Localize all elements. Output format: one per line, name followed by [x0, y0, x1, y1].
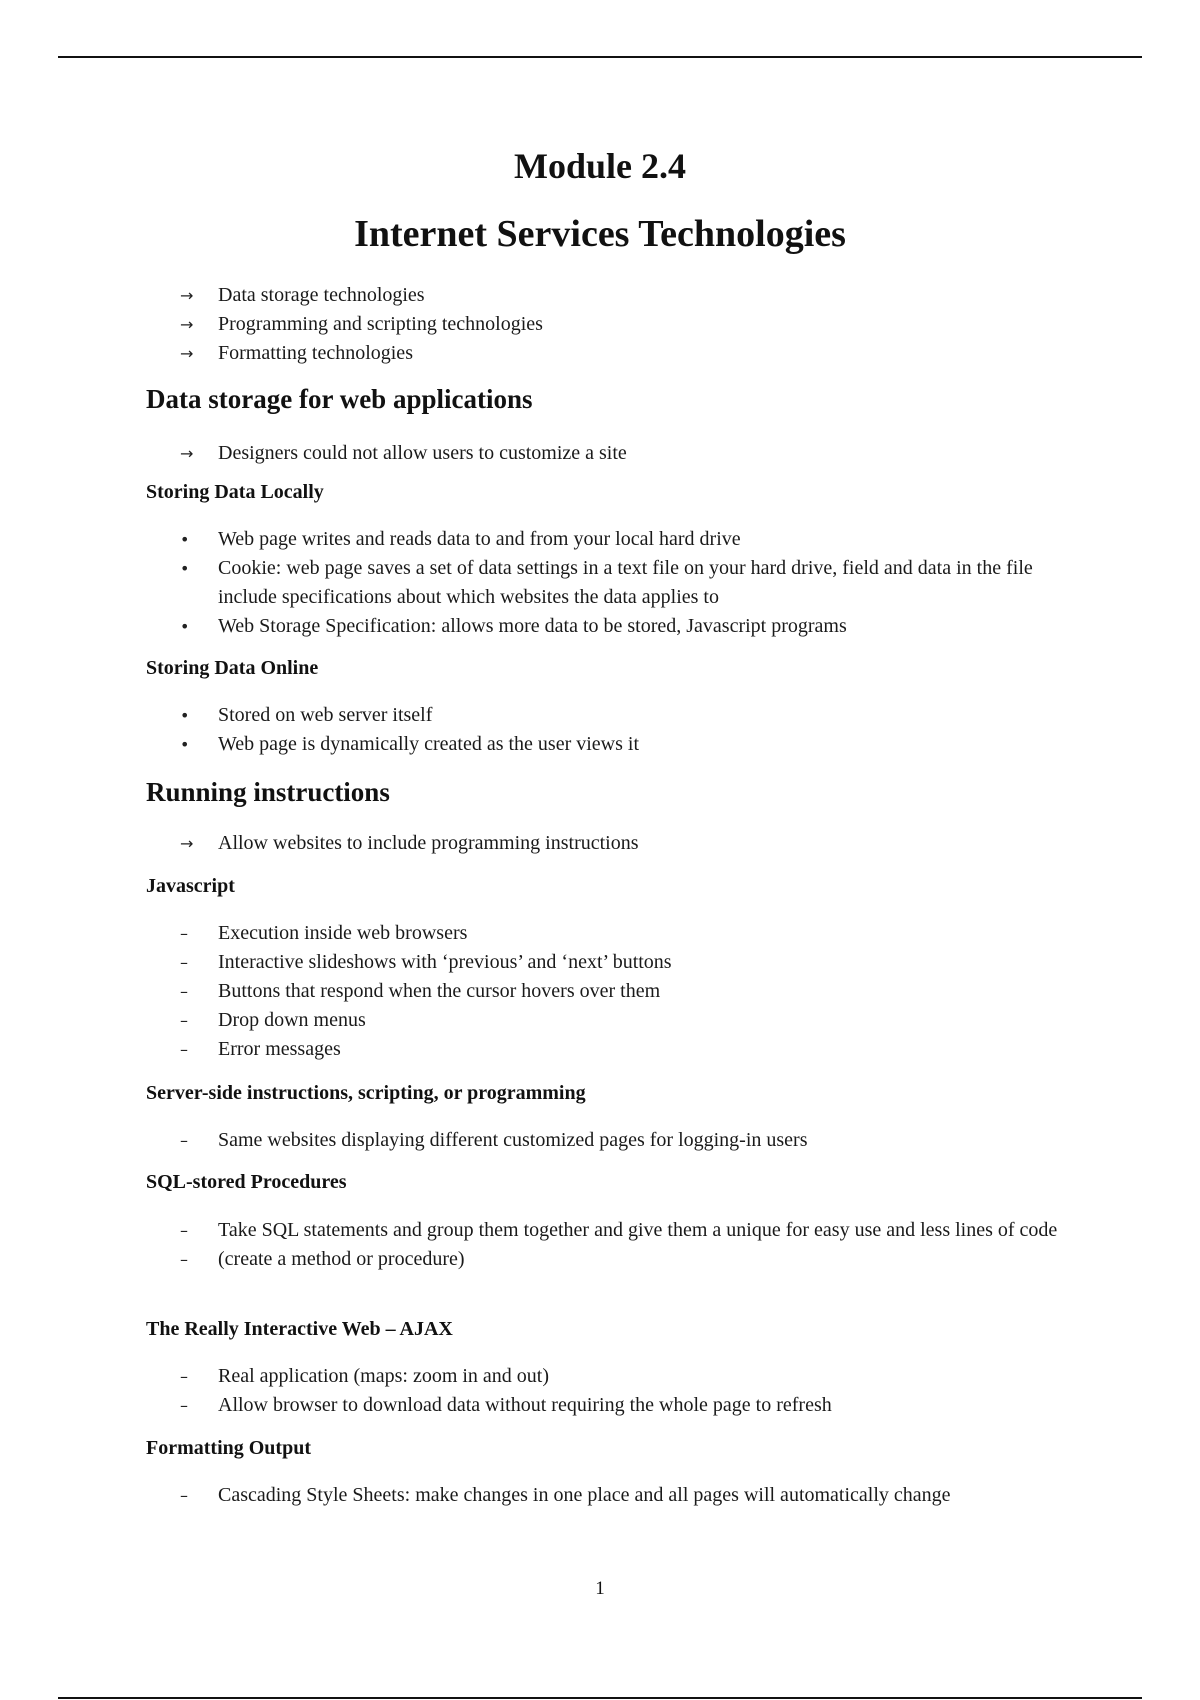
dash-icon: –	[180, 924, 188, 943]
list-item: → Formatting technologies	[146, 339, 1066, 368]
subheading-storing-online: Storing Data Online	[146, 657, 319, 679]
dash-icon: –	[180, 1040, 188, 1059]
sql-list	[146, 1216, 1066, 1274]
dash-icon: –	[180, 1367, 188, 1386]
subheading-ajax: The Really Interactive Web – AJAX	[146, 1318, 453, 1340]
list-item: – (create a method or procedure)	[146, 1245, 1066, 1274]
list-item: → Allow websites to include programming instructions	[146, 829, 1066, 858]
dash-icon: –	[180, 1250, 188, 1269]
dash-icon: –	[180, 953, 188, 972]
list-item: → Programming and scripting technologies	[146, 310, 1066, 339]
subheading-server-side: Server-side instructions, scripting, or programming	[146, 1082, 586, 1104]
dash-icon: –	[180, 1396, 188, 1415]
list-item: → Designers could not allow users to customize a site	[146, 439, 1066, 468]
subheading-storing-locally: Storing Data Locally	[146, 481, 324, 503]
arrow-icon: →	[180, 286, 194, 305]
storing-online-list	[146, 701, 1066, 759]
page-number: 1	[595, 1578, 605, 1599]
bullet-icon: •	[180, 617, 190, 636]
dash-icon: –	[180, 1011, 188, 1030]
list-item: • Stored on web server itself	[146, 701, 1066, 730]
arrow-icon: →	[180, 344, 194, 363]
list-item: – Cascading Style Sheets: make changes in one place and all pages will automatically change	[146, 1481, 1066, 1510]
list-item: – Interactive slideshows with ‘previous’ and ‘next’ buttons	[146, 948, 1066, 977]
running-list	[146, 829, 1066, 858]
list-item: – Real application (maps: zoom in and out)	[146, 1362, 1066, 1391]
list-item: • Cookie: web page saves a set of data settings in a text file on your hard drive, field and data in the file include specifications about which websites the data applies to	[146, 554, 1066, 612]
dash-icon: –	[180, 1221, 188, 1240]
javascript-list	[146, 919, 1066, 1064]
list-item: • Web page writes and reads data to and from your local hard drive	[146, 525, 1066, 554]
arrow-icon: →	[180, 315, 194, 334]
list-item: – Same websites displaying different customized pages for logging-in users	[146, 1126, 1066, 1155]
section-heading-data-storage: Data storage for web applications	[146, 384, 533, 414]
bullet-icon: •	[180, 706, 190, 725]
section-heading-running: Running instructions	[146, 777, 390, 807]
dash-icon: –	[180, 982, 188, 1001]
bottom-rule	[58, 1697, 1142, 1699]
list-item: → Data storage technologies	[146, 281, 1066, 310]
top-rule	[58, 56, 1142, 58]
arrow-icon: →	[180, 444, 194, 463]
list-item: • Web Storage Specification: allows more data to be stored, Javascript programs	[146, 612, 1066, 641]
bullet-icon: •	[180, 530, 190, 549]
dash-icon: –	[180, 1486, 188, 1505]
list-item: • Web page is dynamically created as the user views it	[146, 730, 1066, 759]
ajax-list	[146, 1362, 1066, 1420]
list-item: – Drop down menus	[146, 1006, 1066, 1035]
bullet-icon: •	[180, 559, 190, 578]
server-side-list	[146, 1126, 1066, 1155]
subheading-javascript: Javascript	[146, 875, 235, 897]
subheading-formatting: Formatting Output	[146, 1437, 311, 1459]
data-storage-list	[146, 439, 1066, 468]
list-item: – Buttons that respond when the cursor hovers over them	[146, 977, 1066, 1006]
list-item: – Execution inside web browsers	[146, 919, 1066, 948]
list-item: – Allow browser to download data without requiring the whole page to refresh	[146, 1391, 1066, 1420]
bullet-icon: •	[180, 735, 190, 754]
dash-icon: –	[180, 1131, 188, 1150]
storing-locally-list	[146, 525, 1066, 641]
list-item: – Take SQL statements and group them together and give them a unique for easy use and less lines of code	[146, 1216, 1066, 1245]
subheading-sql: SQL-stored Procedures	[146, 1171, 347, 1193]
list-item: – Error messages	[146, 1035, 1066, 1064]
page-title: Internet Services Technologies	[354, 213, 846, 255]
intro-list	[146, 281, 1066, 368]
formatting-list	[146, 1481, 1066, 1510]
arrow-icon: →	[180, 834, 194, 853]
module-title: Module 2.4	[513, 146, 686, 186]
